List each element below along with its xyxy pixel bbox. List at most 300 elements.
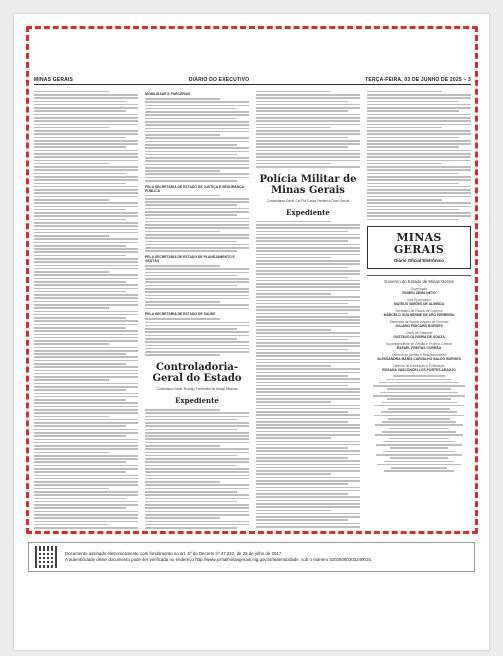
text-line: [34, 97, 138, 99]
text-line: [367, 166, 471, 168]
text-line: [367, 107, 471, 109]
text-line: [367, 212, 471, 214]
text-line: [386, 379, 452, 381]
text-line: [367, 150, 471, 152]
text-line: [367, 176, 471, 178]
text-line: [256, 336, 360, 338]
text-line: [34, 153, 138, 155]
text-block: [145, 265, 249, 309]
text-line: [34, 199, 109, 201]
text-line: [34, 491, 138, 493]
gov-entry: [367, 320, 471, 328]
text-line: [375, 434, 462, 436]
text-block: [256, 221, 360, 529]
text-line: [34, 432, 138, 434]
text-line: [379, 382, 458, 384]
text-block: [145, 318, 249, 356]
header-center: DIÁRIO DO EXECUTIVO: [188, 77, 250, 83]
text-line: [145, 452, 249, 454]
text-line: [34, 248, 138, 250]
gov-role: Vice-Governador: [406, 298, 432, 303]
text-line: [389, 428, 449, 430]
text-line: [145, 128, 249, 130]
text-line: [34, 468, 138, 470]
text-line: [145, 521, 249, 523]
text-line: [34, 120, 138, 122]
text-line: [145, 481, 220, 483]
text-line: [34, 215, 138, 217]
text-line: [145, 432, 249, 434]
text-line: [256, 339, 348, 341]
text-line: [145, 250, 237, 252]
text-line: [145, 504, 249, 506]
text-line: [382, 431, 456, 433]
text-line: [34, 494, 138, 496]
text-line: [256, 163, 331, 165]
text-line: [145, 445, 220, 447]
text-line: [256, 120, 360, 122]
text-line: [145, 218, 249, 220]
text-line: [34, 173, 126, 175]
text-line: [256, 500, 360, 502]
text-line: [145, 458, 249, 460]
text-line: [256, 273, 360, 275]
text-line: [367, 209, 459, 211]
text-line: [256, 510, 331, 512]
text-line: [256, 437, 331, 439]
text-line: [256, 257, 331, 259]
text-line: [34, 229, 138, 231]
gov-role: Superintendente de Gestão e Projetos Central: [386, 342, 452, 347]
text-line: [145, 154, 237, 156]
text-line: [34, 442, 138, 444]
text-line: [34, 196, 138, 198]
text-line: [34, 255, 126, 257]
text-line: [256, 124, 360, 126]
text-line: [256, 231, 348, 233]
text-line: [34, 101, 126, 103]
text-line: [145, 468, 249, 470]
text-line: [367, 120, 471, 122]
text-line: [145, 351, 249, 353]
text-line: [256, 408, 360, 410]
gov-name: RAFAEL FREITAS CORRÊA: [396, 346, 442, 351]
gov-entry: [367, 331, 471, 339]
text-line: [256, 385, 348, 387]
text-line: [256, 97, 360, 99]
text-line: [34, 91, 109, 93]
text-line: [34, 169, 138, 171]
text-line: [256, 503, 360, 505]
text-line: [256, 477, 360, 479]
text-line: [34, 130, 138, 132]
text-line: [145, 501, 237, 503]
text-line: [34, 156, 138, 158]
text-line: [256, 447, 348, 449]
text-line: [367, 196, 471, 198]
text-line: [256, 224, 360, 226]
text-line: [34, 419, 138, 421]
text-line: [256, 405, 360, 407]
gov-name: ROMEU ZEMA NETO: [402, 291, 436, 296]
text-line: [256, 434, 360, 436]
text-line: [145, 204, 237, 206]
text-line: [145, 301, 220, 303]
footer-line-2: A autenticidade deste documento pode ser verificada no endereço http://www.jornalminasgerais.mg.gov.br/autenticidade, sob o número 32025060303240015.: [65, 557, 372, 562]
text-line: [34, 238, 138, 240]
text-line: [145, 507, 249, 509]
text-line: [34, 360, 138, 362]
gov-entry: [367, 342, 471, 350]
text-line: [34, 291, 126, 293]
column-3: [256, 89, 360, 529]
text-line: [367, 97, 471, 99]
text-line: [367, 169, 471, 171]
text-line: [388, 418, 449, 420]
gov-role: Secretário de Estado Adjunto de Governo: [389, 320, 449, 325]
text-line: [34, 117, 138, 119]
section-title: PELA SECRETARIA DE ESTADO DE PLANEJAMENTO E GESTÃO: [145, 255, 235, 263]
qr-code-icon[interactable]: [35, 546, 57, 568]
text-line: [367, 189, 471, 191]
text-line: [34, 458, 138, 460]
text-line: [256, 388, 360, 390]
text-line: [256, 490, 360, 492]
text-line: [145, 291, 249, 293]
text-line: [145, 144, 237, 146]
text-line: [34, 396, 138, 398]
text-line: [256, 110, 348, 112]
gov-role: Diretora de Gestão e Relacionamento: [392, 353, 446, 358]
text-line: [34, 406, 138, 408]
newspaper-page: [14, 14, 489, 650]
masthead-box: [367, 226, 471, 269]
text-line: [256, 107, 360, 109]
text-line: [34, 488, 109, 490]
text-line: [34, 265, 138, 267]
text-line: [367, 186, 471, 188]
text-line: [256, 329, 331, 331]
text-line: [34, 212, 138, 214]
text-line: [34, 455, 138, 457]
text-line: [256, 372, 360, 374]
text-line: [34, 475, 138, 477]
text-line: [145, 412, 249, 414]
gov-name: GUSTAVO OLIVEIRA DE SOUZA: [393, 335, 445, 340]
text-line: [367, 143, 471, 145]
text-line: [34, 110, 126, 112]
text-line: [376, 454, 461, 456]
text-line: [34, 232, 138, 234]
text-line: [145, 234, 249, 236]
text-line: [34, 107, 138, 109]
text-line: [145, 167, 249, 169]
text-line: [34, 324, 138, 326]
gov-name: MATEUS SIMÕES DE ALMEIDA: [393, 302, 445, 307]
gov-entry: [367, 287, 471, 295]
text-line: [256, 523, 360, 525]
text-line: [383, 441, 456, 443]
text-line: [145, 491, 237, 493]
text-line: [34, 222, 138, 224]
text-line: [34, 137, 126, 139]
text-line: [256, 519, 348, 521]
text-line: [34, 389, 126, 391]
text-line: [256, 240, 348, 242]
text-line: [390, 457, 447, 459]
text-line: [256, 166, 360, 168]
text-line: [34, 511, 138, 513]
gov-role: Governador: [410, 287, 428, 292]
text-line: [145, 108, 237, 110]
text-line: [145, 241, 237, 243]
text-line: [256, 342, 360, 344]
text-line: [145, 237, 249, 239]
text-line: [256, 290, 360, 292]
text-line: [256, 506, 360, 508]
text-line: [34, 524, 109, 526]
text-line: [145, 295, 249, 297]
text-line: [34, 422, 138, 424]
text-line: [256, 280, 360, 282]
text-line: [367, 130, 471, 132]
text-line: [381, 411, 457, 413]
text-line: [380, 392, 458, 394]
text-line: [145, 157, 249, 159]
text-line: [34, 219, 126, 221]
text-line: [145, 195, 220, 197]
text-line: [256, 427, 360, 429]
text-line: [367, 117, 471, 119]
text-line: [145, 322, 249, 324]
gov-name: JULIANO FISICARO BORGES: [395, 324, 443, 329]
text-line: [367, 156, 471, 158]
text-line: [34, 461, 126, 463]
text-line: [256, 303, 348, 305]
text-line: [145, 272, 249, 274]
text-line: [34, 288, 138, 290]
text-line: [256, 326, 360, 328]
text-line: [145, 442, 249, 444]
text-line: [145, 465, 237, 467]
text-line: [256, 156, 360, 158]
gov-role: Secretário de Estado de Governo: [395, 309, 443, 314]
text-line: [256, 375, 348, 377]
text-line: [34, 209, 126, 211]
text-line: [256, 260, 360, 262]
text-line: [145, 224, 249, 226]
text-line: [384, 470, 454, 472]
text-line: [256, 391, 360, 393]
text-line: [256, 352, 360, 354]
expediente-heading: Expediente: [286, 207, 330, 217]
text-line: [145, 438, 249, 440]
text-line: [256, 365, 331, 367]
text-line: [34, 517, 138, 519]
text-line: [145, 265, 220, 267]
gov-entry: [367, 364, 471, 372]
text-line: [145, 118, 237, 120]
text-line: [256, 313, 348, 315]
controladoria-title: Controladoria-Geral do Estado: [152, 361, 242, 384]
text-line: [145, 160, 249, 162]
text-line: [145, 524, 249, 526]
gov-entry: [367, 298, 471, 306]
text-line: [34, 317, 126, 319]
text-line: [34, 521, 138, 523]
text-line: [34, 416, 109, 418]
text-line: [256, 382, 360, 384]
text-line: [256, 316, 360, 318]
text-line: [145, 488, 249, 490]
text-line: [389, 438, 448, 440]
text-line: [381, 402, 458, 404]
text-line: [145, 121, 249, 123]
text-line: [256, 254, 360, 256]
text-line: [34, 179, 138, 181]
text-line: [256, 516, 360, 518]
text-line: [256, 368, 360, 370]
text-line: [256, 234, 360, 236]
text-line: [145, 147, 249, 149]
text-line: [256, 411, 348, 413]
text-line: [34, 498, 126, 500]
text-line: [256, 355, 360, 357]
text-line: [256, 322, 360, 324]
text-line: [256, 332, 360, 334]
text-line: [145, 164, 249, 166]
text-line: [34, 478, 138, 480]
gov-role: Chefe de Gabinete: [405, 331, 433, 336]
text-line: [34, 347, 138, 349]
column-2: [145, 89, 249, 529]
text-line: [145, 214, 237, 216]
text-line: [34, 435, 126, 437]
text-line: [34, 445, 138, 447]
text-line: [393, 375, 445, 377]
text-line: [256, 221, 331, 223]
text-line: [145, 221, 249, 223]
text-line: [145, 111, 249, 113]
text-line: [145, 285, 237, 287]
text-line: [34, 235, 109, 237]
text-line: [34, 363, 126, 365]
text-line: [256, 127, 331, 129]
text-line: [256, 460, 360, 462]
text-line: [34, 160, 138, 162]
text-line: [256, 227, 360, 229]
text-line: [145, 288, 249, 290]
text-line: [256, 153, 360, 155]
text-line: [256, 140, 360, 142]
text-line: [145, 328, 237, 330]
text-line: [256, 513, 360, 515]
text-line: [256, 454, 360, 456]
text-line: [145, 308, 249, 310]
gov-role: Diretora de Editoração e Publicação: [393, 364, 445, 369]
text-line: [391, 467, 447, 469]
text-line: [256, 306, 360, 308]
text-line: [34, 412, 138, 414]
text-line: [145, 348, 249, 350]
text-block: [145, 409, 249, 529]
text-line: [34, 278, 138, 280]
column-4: [367, 89, 471, 529]
text-line: [145, 198, 249, 200]
text-line: [256, 441, 360, 443]
text-line: [256, 424, 360, 426]
text-line: [34, 402, 138, 404]
text-line: [145, 131, 249, 133]
text-line: [256, 94, 360, 96]
text-line: [145, 201, 249, 203]
text-line: [145, 298, 249, 300]
text-line: [256, 160, 360, 162]
text-line: [34, 104, 138, 106]
text-line: [34, 366, 138, 368]
text-line: [34, 140, 138, 142]
text-line: [34, 271, 109, 273]
text-line: [145, 494, 249, 496]
text-line: [145, 425, 249, 427]
text-line: [256, 414, 360, 416]
text-line: [34, 176, 138, 178]
text-line: [145, 98, 220, 100]
text-line: [145, 304, 249, 306]
text-line: [367, 137, 459, 139]
text-line: [34, 340, 138, 342]
text-line: [256, 137, 348, 139]
text-line: [256, 309, 360, 311]
text-line: [34, 281, 126, 283]
text-line: [256, 130, 360, 132]
text-line: [34, 206, 138, 208]
text-line: [34, 376, 138, 378]
text-line: [34, 150, 138, 152]
text-line: [256, 250, 360, 252]
section-title: PELA SECRETARIA DE ESTADO DE SAÚDE: [145, 312, 216, 317]
text-line: [256, 267, 348, 269]
gov-name: MARCELO GUILHERME DE ARO FERREIRA: [383, 313, 455, 318]
text-line: [34, 192, 138, 194]
text-line: [145, 517, 220, 519]
text-line: [256, 493, 348, 495]
page-header: [34, 76, 471, 85]
text-line: [256, 263, 360, 265]
text-line: [34, 448, 138, 450]
text-line: [34, 189, 138, 191]
text-line: [367, 192, 471, 194]
gov-name: ROSANA VASCONCELLOS PORTES ARAÚJO: [382, 368, 456, 373]
text-line: [34, 114, 138, 116]
text-line: [256, 401, 331, 403]
text-line: [145, 151, 249, 153]
text-line: [145, 211, 249, 213]
text-line: [34, 311, 138, 313]
footer-text: [65, 551, 372, 563]
text-line: [34, 409, 138, 411]
text-line: [377, 464, 461, 466]
text-line: [367, 163, 442, 165]
text-line: [34, 527, 138, 529]
text-line: [145, 180, 237, 182]
text-line: [145, 244, 249, 246]
text-line: [256, 237, 360, 239]
text-line: [34, 242, 138, 244]
text-line: [374, 405, 464, 407]
text-line: [256, 362, 360, 364]
text-line: [34, 370, 138, 372]
